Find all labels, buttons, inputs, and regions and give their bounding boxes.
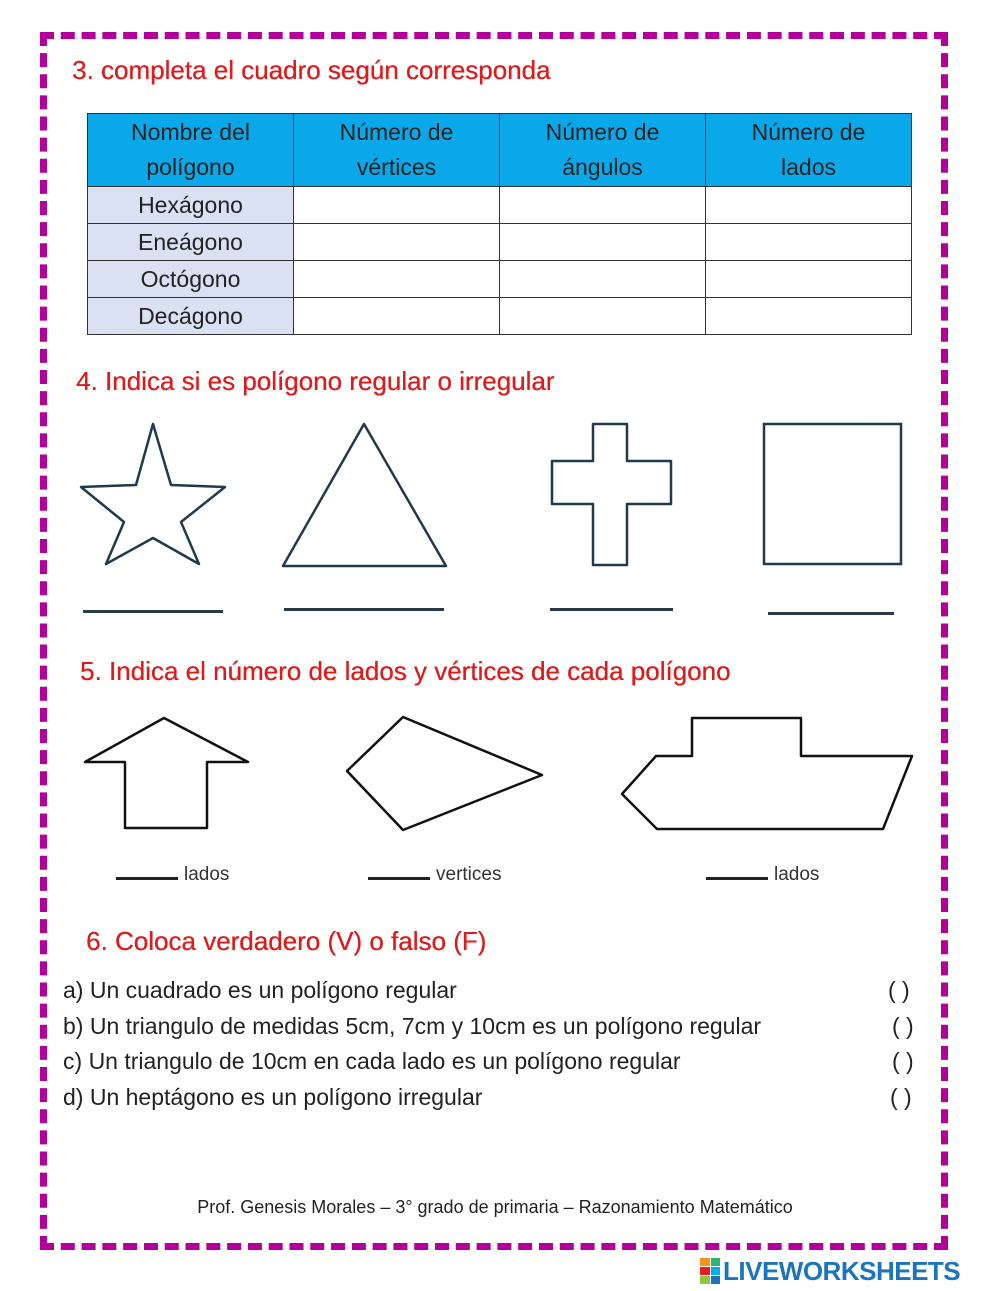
header-angles: Número de ángulos xyxy=(500,114,706,187)
logo-badge-icon xyxy=(700,1258,720,1284)
section-4-title: 4. Indica si es polígono regular o irregular xyxy=(76,366,555,396)
vertices-cell[interactable] xyxy=(294,261,500,298)
row-name: Hexágono xyxy=(88,187,294,224)
answer-line-cross[interactable] xyxy=(550,608,673,611)
angles-cell[interactable] xyxy=(500,298,706,335)
star-shape xyxy=(75,418,235,573)
answer-box-d[interactable]: ( ) xyxy=(890,1084,912,1110)
sides-cell[interactable] xyxy=(706,298,912,335)
kite-shape xyxy=(340,710,550,835)
answer-box-a[interactable]: ( ) xyxy=(888,977,910,1003)
liveworksheets-logo: LIVEWORKSHEETS xyxy=(700,1256,995,1286)
section-6-title: 6. Coloca verdadero (V) o falso (F) xyxy=(86,926,487,956)
arrow-shape xyxy=(80,710,255,835)
table-row xyxy=(88,224,912,261)
answer-line-square[interactable] xyxy=(768,612,894,615)
table-row xyxy=(88,187,912,224)
vertices-cell[interactable] xyxy=(294,298,500,335)
answer-line-arrow[interactable] xyxy=(116,877,178,880)
answer-box-c[interactable]: ( ) xyxy=(892,1048,914,1074)
triangle-shape xyxy=(278,418,453,573)
answer-line-boat[interactable] xyxy=(706,877,768,880)
caption-kite: vertices xyxy=(368,864,501,886)
angles-cell[interactable] xyxy=(500,261,706,298)
angles-cell[interactable] xyxy=(500,187,706,224)
caption-arrow: lados xyxy=(116,864,229,886)
polygon-table xyxy=(87,113,912,335)
header-polygon-name: Nombre del polígono xyxy=(88,114,294,187)
row-name: Octógono xyxy=(88,261,294,298)
vertices-cell[interactable] xyxy=(294,187,500,224)
answer-box-b[interactable]: ( ) xyxy=(892,1013,914,1039)
header-vertices: Número de vértices xyxy=(294,114,500,187)
sides-cell[interactable] xyxy=(706,261,912,298)
section-5-title: 5. Indica el número de lados y vértices de cada polígono xyxy=(80,656,731,686)
cross-shape xyxy=(545,418,680,573)
answer-line-kite[interactable] xyxy=(368,877,430,880)
header-sides: Número de lados xyxy=(706,114,912,187)
answer-line-star[interactable] xyxy=(83,610,223,613)
statement-a: a) Un cuadrado es un polígono regular xyxy=(63,977,457,1003)
answer-line-triangle[interactable] xyxy=(284,608,444,611)
square-shape xyxy=(758,418,908,573)
footer-credit: Prof. Genesis Morales – 3° grado de primaria – Razonamiento Matemático xyxy=(197,1197,793,1217)
row-name: Eneágono xyxy=(88,224,294,261)
statement-d: d) Un heptágono es un polígono irregular xyxy=(63,1084,483,1110)
section-3-title: 3. completa el cuadro según corresponda xyxy=(72,55,551,85)
table-row xyxy=(88,298,912,335)
vertices-cell[interactable] xyxy=(294,224,500,261)
table-row xyxy=(88,261,912,298)
boat-shape xyxy=(615,710,920,835)
sides-cell[interactable] xyxy=(706,187,912,224)
statement-c: c) Un triangulo de 10cm en cada lado es un polígono regular xyxy=(63,1048,681,1074)
angles-cell[interactable] xyxy=(500,224,706,261)
row-name: Decágono xyxy=(88,298,294,335)
statement-b: b) Un triangulo de medidas 5cm, 7cm y 10cm es un polígono regular xyxy=(63,1013,762,1039)
caption-boat: lados xyxy=(706,864,819,886)
sides-cell[interactable] xyxy=(706,224,912,261)
